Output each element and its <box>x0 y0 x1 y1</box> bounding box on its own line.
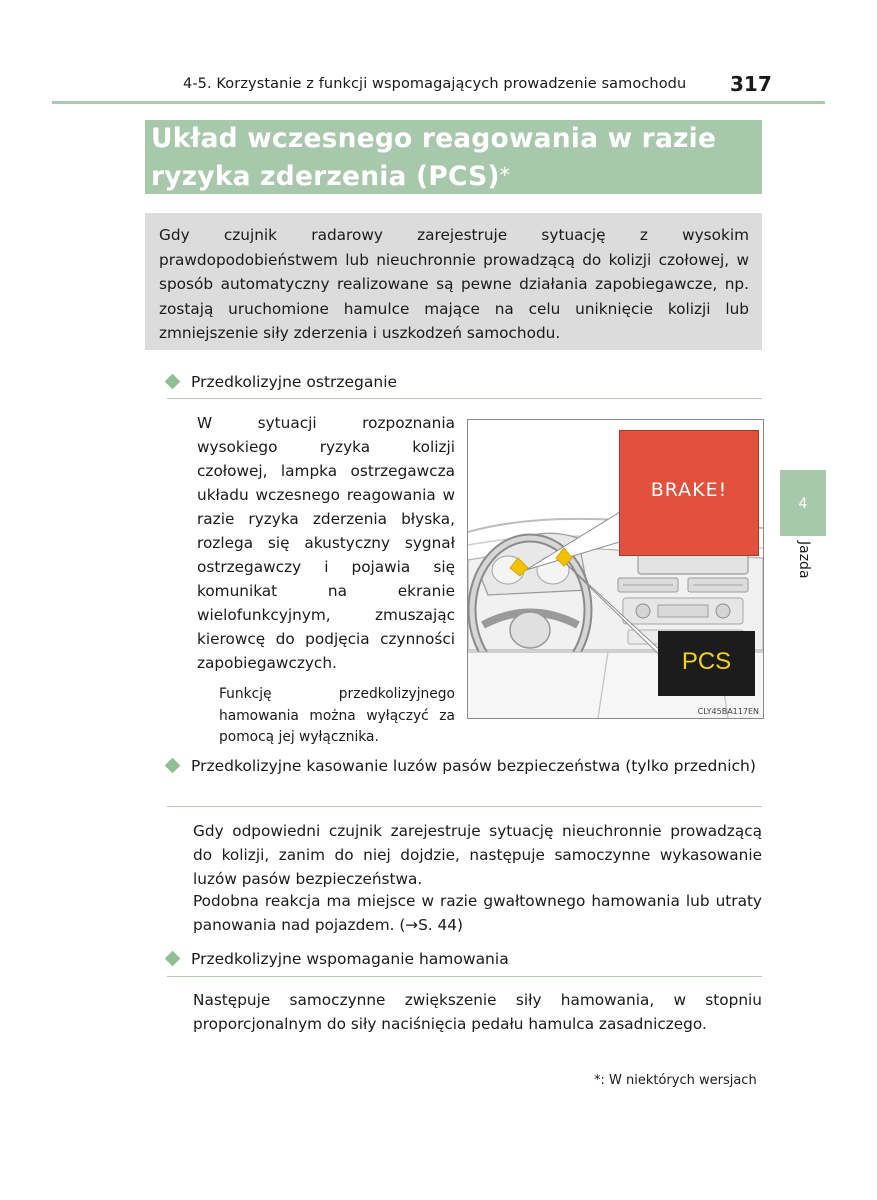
brake-warning-display <box>619 430 759 556</box>
page-title <box>151 120 756 196</box>
diamond-bullet-icon <box>165 951 181 967</box>
diamond-bullet-icon <box>165 374 181 390</box>
page-title-line1: Układ wczesnego reagowania w razie <box>151 123 717 154</box>
figure-code: CLY45BA117EN <box>697 707 759 716</box>
intro-box <box>145 213 762 350</box>
section-note: Funkcję przedkolizyjnego hamowania można wyłączyć za pomocą jej wyłącznika. <box>219 686 455 745</box>
header-rule <box>52 101 825 104</box>
intro-text: Gdy czujnik radarowy zarejestruje sytuację z wysokim prawdopodobieństwem lub nieuchronnie prowadzącą do kolizji czołowej, w sposób automatyczny realizowane są pewne działania zapobiegawcze, np. zostają uruchomione hamulce mające na celu uniknięcie kolizji lub zmniejszenie siły zderzenia i uszkodzeń samochodu. <box>159 226 749 342</box>
section-paragraph: W sytuacji rozpoznania wysokiego ryzyka kolizji czołowej, lampka ostrzegawcza układu wczesnego reagowania w razie ryzyka zderzenia błyska, rozlega się akustyczny sygnał ostrzegawczy i pojawia się komunikat na ekranie wielofunkcyjnym, zmuszając kierowcę do podjęcia czynności zapobiegawczych. <box>197 414 455 672</box>
pcs-indicator-display <box>658 631 755 696</box>
section-paragraph: Gdy odpowiedni czujnik zarejestruje sytuację nieuchronnie prowadzącą do kolizji, zanim do niej dojdzie, następuje samoczynne wykasowanie luzów pasów bezpieczeństwa. <box>193 822 762 888</box>
pcs-dashboard-illustration <box>467 419 764 719</box>
section-heading-label: Przedkolizyjne kasowanie luzów pasów bezpieczeństwa (tylko przednich) <box>191 757 756 775</box>
section-paragraph: Następuje samoczynne zwiększenie siły hamowania, w stopniu proporcjonalnym do siły naciśnięcia pedału hamulca zasadniczego. <box>193 991 762 1033</box>
section-rule <box>167 806 762 807</box>
section-rule <box>167 398 762 399</box>
section-paragraph: Podobna reakcja ma miejsce w razie gwałtownego hamowania lub utraty panowania nad pojazdem. (→S. 44) <box>193 892 762 934</box>
section-rule <box>167 976 762 977</box>
diamond-bullet-icon <box>165 758 181 774</box>
section-heading-label: Przedkolizyjne ostrzeganie <box>191 373 398 391</box>
pcs-indicator-text: PCS <box>681 648 732 675</box>
section-heading-label: Przedkolizyjne wspomaganie hamowania <box>191 950 509 968</box>
chapter-tab-number: 4 <box>798 496 808 512</box>
page-title-box <box>145 120 762 194</box>
page-title-line2: ryzyka zderzenia (PCS) <box>151 161 500 192</box>
brake-warning-text: BRAKE! <box>650 479 728 501</box>
page-number: 317 <box>730 72 772 96</box>
chapter-tab-label-text: Jazda <box>796 541 812 579</box>
running-header: 4-5. Korzystanie z funkcji wspomagających prowadzenie samochodu <box>183 76 687 92</box>
title-footnote-marker: * <box>499 163 510 187</box>
chapter-tab <box>780 470 826 536</box>
footnote: *: W niektórych wersjach <box>594 1073 757 1088</box>
